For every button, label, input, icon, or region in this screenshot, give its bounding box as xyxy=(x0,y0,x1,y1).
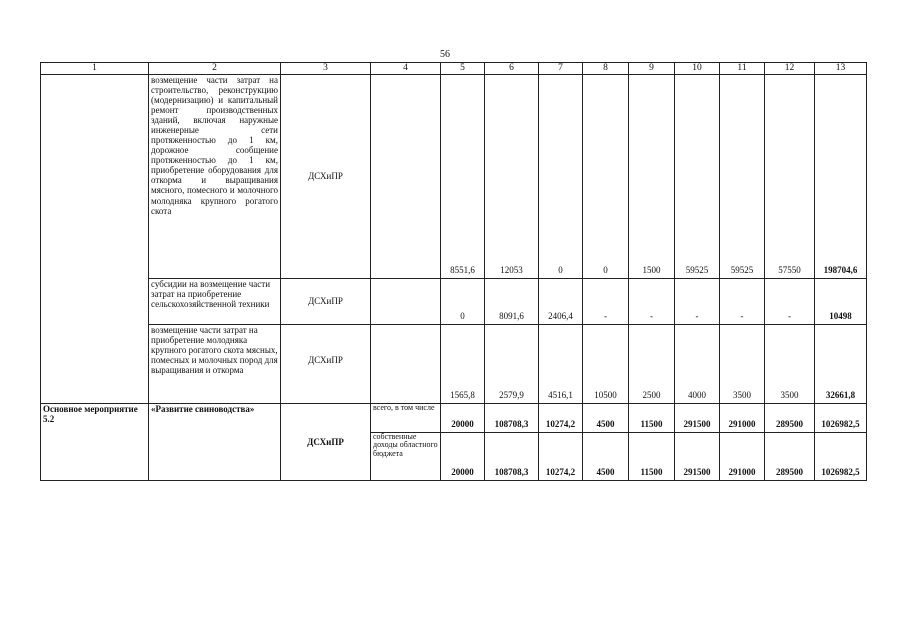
total-cell: 1026982,5 xyxy=(815,432,867,480)
column-number: 2 xyxy=(149,63,281,75)
value-cell: 108708,3 xyxy=(485,403,539,432)
value-cell: 291000 xyxy=(720,403,765,432)
budget-table xyxy=(40,62,867,481)
value-cell: 1500 xyxy=(629,74,675,278)
table-row xyxy=(41,324,867,403)
column-number: 12 xyxy=(765,63,815,75)
value-cell: - xyxy=(675,278,720,324)
value-cell: 0 xyxy=(441,278,485,324)
column-number: 1 xyxy=(41,63,149,75)
value-cell: 8091,6 xyxy=(485,278,539,324)
activity-name-cell xyxy=(41,278,149,324)
table-row xyxy=(41,278,867,324)
column-number: 13 xyxy=(815,63,867,75)
value-cell: 4500 xyxy=(583,432,629,480)
executor-cell: ДСХиПР xyxy=(281,324,371,403)
activity-name-cell xyxy=(41,324,149,403)
funding-source-cell: всего, в том числе xyxy=(371,403,441,432)
column-number: 6 xyxy=(485,63,539,75)
executor-cell: ДСХиПР xyxy=(281,278,371,324)
value-cell: 1565,8 xyxy=(441,324,485,403)
value-cell: 0 xyxy=(539,74,583,278)
value-cell: - xyxy=(765,278,815,324)
value-cell: 12053 xyxy=(485,74,539,278)
table-row xyxy=(41,403,867,432)
total-cell: 1026982,5 xyxy=(815,403,867,432)
activity-name-cell: Основное мероприятие 5.2 xyxy=(41,403,149,480)
column-number-row xyxy=(41,63,867,75)
value-cell: 4516,1 xyxy=(539,324,583,403)
executor-cell: ДСХиПР xyxy=(281,74,371,278)
activity-description: возмещение части затрат на приобретение молодняка крупного рогатого скота мясных, помесных и молочных пород для выращивания и откорма xyxy=(149,324,281,403)
value-cell: 10274,2 xyxy=(539,432,583,480)
value-cell: 10274,2 xyxy=(539,403,583,432)
value-cell: 11500 xyxy=(629,432,675,480)
funding-source-cell: собственные доходы областного бюджета xyxy=(371,432,441,480)
value-cell: 2579,9 xyxy=(485,324,539,403)
activity-description: «Развитие свиноводства» xyxy=(149,403,281,480)
value-cell: - xyxy=(629,278,675,324)
value-cell: 59525 xyxy=(720,74,765,278)
value-cell: - xyxy=(720,278,765,324)
value-cell: 4000 xyxy=(675,324,720,403)
total-cell: 32661,8 xyxy=(815,324,867,403)
value-cell: 2406,4 xyxy=(539,278,583,324)
value-cell: 3500 xyxy=(720,324,765,403)
column-number: 9 xyxy=(629,63,675,75)
funding-source-cell xyxy=(371,324,441,403)
table-row xyxy=(41,74,867,278)
column-number: 11 xyxy=(720,63,765,75)
funding-source-cell xyxy=(371,74,441,278)
value-cell: 291000 xyxy=(720,432,765,480)
value-cell: 4500 xyxy=(583,403,629,432)
funding-source-cell xyxy=(371,278,441,324)
value-cell: 289500 xyxy=(765,403,815,432)
value-cell: 11500 xyxy=(629,403,675,432)
activity-description: субсидии на возмещение части затрат на приобретение сельскохозяйственной техники xyxy=(149,278,281,324)
total-cell: 10498 xyxy=(815,278,867,324)
activity-description: возмещение части затрат на строительство, реконструкцию (модернизацию) и капитальный ремонт производственных зданий, включая наружные инженерные сети протяженностью до 1 км, дорожное сообщение протяженностью до 1 км, приобретение оборудования для откорма и выращивания мясного, помесного и молочного молодняка крупного рогатого скота xyxy=(149,74,281,278)
column-number: 3 xyxy=(281,63,371,75)
value-cell: 289500 xyxy=(765,432,815,480)
value-cell: 8551,6 xyxy=(441,74,485,278)
value-cell: 57550 xyxy=(765,74,815,278)
value-cell: 108708,3 xyxy=(485,432,539,480)
value-cell: 3500 xyxy=(765,324,815,403)
column-number: 4 xyxy=(371,63,441,75)
executor-cell: ДСХиПР xyxy=(281,403,371,480)
value-cell: 291500 xyxy=(675,432,720,480)
value-cell: 291500 xyxy=(675,403,720,432)
value-cell: - xyxy=(583,278,629,324)
column-number: 5 xyxy=(441,63,485,75)
value-cell: 2500 xyxy=(629,324,675,403)
value-cell: 20000 xyxy=(441,403,485,432)
value-cell: 20000 xyxy=(441,432,485,480)
column-number: 10 xyxy=(675,63,720,75)
activity-name-cell xyxy=(41,74,149,278)
column-number: 8 xyxy=(583,63,629,75)
column-number: 7 xyxy=(539,63,583,75)
value-cell: 0 xyxy=(583,74,629,278)
value-cell: 59525 xyxy=(675,74,720,278)
total-cell: 198704,6 xyxy=(815,74,867,278)
page-number: 56 xyxy=(440,49,450,60)
value-cell: 10500 xyxy=(583,324,629,403)
